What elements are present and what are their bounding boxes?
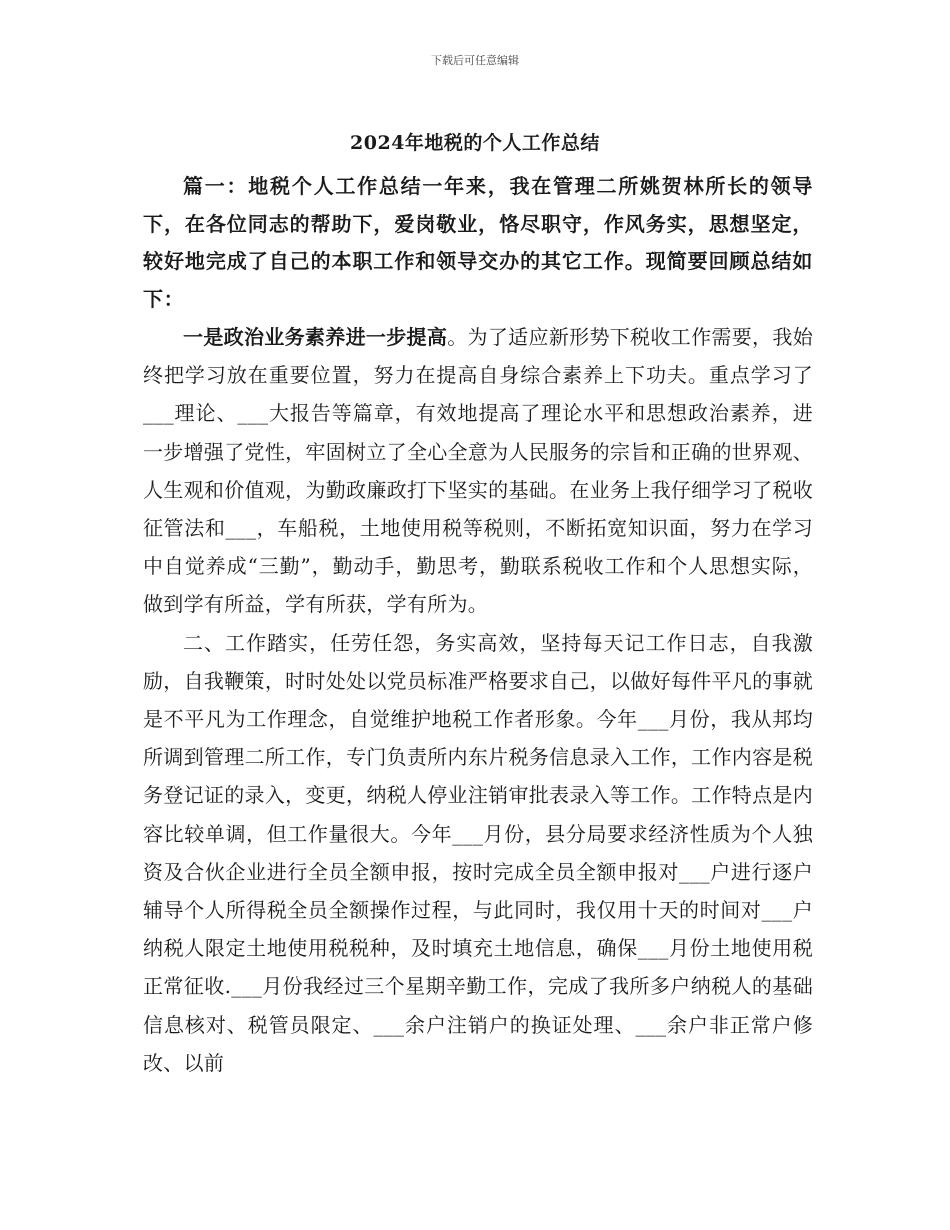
- section-one-text: 。为了适应新形势下税收工作需要，我始终把学习放在重要位置，努力在提高自身综合素养上下功夫。重点学习了___理论、___大报告等篇章，有效地提高了理论水平和思想政治素养，进一步增强了党性，牢固树立了全心全意为人民服务的宗旨和正确的世界观、人生观和价值观，为勤政廉政打下坚实的基础。在业务上我仔细学习了税收征管法和___，车船税，土地使用税等税则，不断拓宽知识面，努力在学习中自觉养成“三勤”，勤动手，勤思考，勤联系税收工作和个人思想实际，做到学有所益，学有所获，学有所为。: [143, 325, 813, 617]
- document-body: [143, 168, 813, 1082]
- section-two-paragraph: 二、工作踏实，任劳任怨，务实高效，坚持每天记工作日志，自我激励，自我鞭策，时时处处以党员标准严格要求自己，以做好每件平凡的事就是不平凡为工作理念，自觉维护地税工作者形象。今年___月份，我从邦均所调到管理二所工作，专门负责所内东片税务信息录入工作，工作内容是税务登记证的录入，变更，纳税人停业注销审批表录入等工作。工作特点是内容比较单调，但工作量很大。今年___月份，县分局要求经济性质为个人独资及合伙企业进行全员全额申报，按时完成全员全额申报对___户进行逐户辅导个人所得税全员全额操作过程，与此同时，我仅用十天的时间对___户纳税人限定土地使用税税种，及时填充土地信息，确保___月份土地使用税正常征收.___月份我经过三个星期辛勤工作，完成了我所多户纳税人的基础信息核对、税管员限定、___余户注销户的换证处理、___余户非正常户修改、以前: [143, 630, 813, 1075]
- intro-paragraph: 篇一：地税个人工作总结一年来，我在管理二所姚贺林所长的领导下，在各位同志的帮助下，爱岗敬业，恪尽职守，作风务实，思想坚定，较好地完成了自己的本职工作和领导交办的其它工作。现简要回顾总结如下：: [143, 174, 813, 311]
- page-header-note: 下载后可任意编辑: [431, 54, 519, 67]
- section-one-heading: 一是政治业务素养进一步提高: [183, 325, 448, 349]
- document-title: 2024年地税的个人工作总结: [350, 132, 600, 154]
- section-one-paragraph: [143, 318, 813, 624]
